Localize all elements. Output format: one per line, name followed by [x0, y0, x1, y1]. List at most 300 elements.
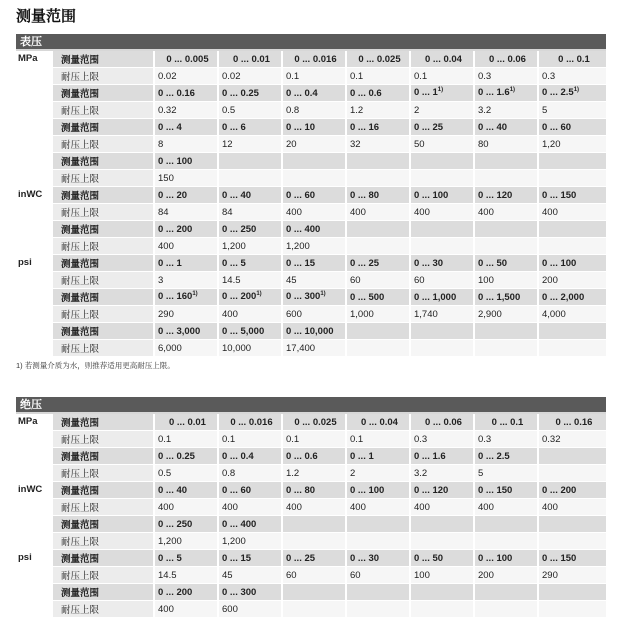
table-cell: [282, 465, 346, 482]
table-cell: [218, 136, 282, 153]
cell-value: 3: [158, 274, 164, 286]
table-cell: [154, 567, 218, 584]
table-cell: [154, 550, 218, 567]
cell-value: 0 ... 2,000: [542, 291, 585, 303]
table-cell: [410, 255, 474, 272]
cell-value: 0 ... 500: [350, 291, 385, 303]
range-label: 测量范围: [52, 584, 154, 601]
cell-value: 0 ... 10: [286, 121, 316, 133]
cell-value: 0.1: [158, 433, 172, 445]
table-cell: [538, 567, 606, 584]
table-cell: [410, 187, 474, 204]
cell-value: 0 ... 0.1: [558, 53, 590, 65]
table-cell: [410, 550, 474, 567]
cell-value: 60: [350, 274, 361, 286]
cell-value: 600: [286, 308, 302, 320]
max-pressure-row: [16, 465, 606, 482]
cell-value: 0 ... 400: [222, 518, 257, 530]
range-label: 测量范围: [52, 85, 154, 102]
cell-value: 5: [542, 104, 548, 116]
table-cell: [410, 414, 474, 431]
table-cell: [538, 221, 606, 238]
cell-value: 4,000: [542, 308, 566, 320]
cell-value: 0 ... 1.6: [478, 87, 510, 99]
cell-value: 0 ... 120: [478, 189, 513, 201]
table-cell: [538, 306, 606, 323]
table-cell: [538, 340, 606, 357]
table-cell: [218, 238, 282, 255]
table-cell: [538, 584, 606, 601]
table-cell: [474, 289, 538, 306]
table-cell: [218, 119, 282, 136]
cell-value: 45: [286, 274, 297, 286]
table-cell: [282, 289, 346, 306]
range-label: 测量范围: [52, 255, 154, 272]
cell-value: 0 ... 25: [414, 121, 444, 133]
range-row: [16, 187, 606, 204]
cell-value: 0 ... 0.4: [222, 450, 254, 462]
cell-value: 0 ... 16: [350, 121, 380, 133]
cell-value: 0.8: [222, 467, 236, 479]
absolute-pressure-section: [16, 397, 606, 618]
cell-value: 1.2: [286, 467, 300, 479]
table-cell: [282, 340, 346, 357]
cell-value: 1,200: [222, 240, 246, 252]
table-cell: [410, 170, 474, 187]
table-cell: [474, 85, 538, 102]
table-cell: [538, 204, 606, 221]
table-cell: [538, 238, 606, 255]
table-cell: [538, 431, 606, 448]
table-cell: [218, 499, 282, 516]
table-cell: [538, 323, 606, 340]
max-pressure-label: 耐压上限: [52, 204, 154, 221]
cell-value: 0 ... 200: [222, 291, 257, 303]
table-cell: [474, 414, 538, 431]
table-cell: [282, 238, 346, 255]
cell-value: 1,740: [414, 308, 438, 320]
table-cell: [474, 567, 538, 584]
table-cell: [538, 85, 606, 102]
table-cell: [154, 533, 218, 550]
cell-value: 2,900: [478, 308, 502, 320]
cell-value: 0 ... 1,000: [414, 291, 457, 303]
table-cell: [154, 482, 218, 499]
unit-label: inWC: [16, 482, 52, 550]
range-row: [16, 119, 606, 136]
cell-value: 60: [414, 274, 425, 286]
cell-value: 0 ... 0.04: [361, 416, 398, 428]
range-label: 测量范围: [52, 119, 154, 136]
cell-value: 0.3: [542, 70, 556, 82]
cell-value: 0.8: [286, 104, 300, 116]
cell-value: 0 ... 25: [286, 552, 316, 564]
max-pressure-row: [16, 204, 606, 221]
cell-value: 12: [222, 138, 233, 150]
max-pressure-row: [16, 340, 606, 357]
cell-value: 14.5: [158, 569, 177, 581]
cell-value: 0.1: [286, 70, 300, 82]
table-cell: [410, 533, 474, 550]
max-pressure-row: [16, 431, 606, 448]
table-cell: [154, 340, 218, 357]
table-cell: [538, 136, 606, 153]
range-label: 测量范围: [52, 448, 154, 465]
cell-value: 400: [158, 603, 174, 615]
range-row: [16, 482, 606, 499]
cell-value: 1,20: [542, 138, 561, 150]
cell-value: 0 ... 120: [414, 484, 449, 496]
table-cell: [218, 306, 282, 323]
max-pressure-label: 耐压上限: [52, 567, 154, 584]
cell-value: 0 ... 80: [286, 484, 316, 496]
range-row: [16, 221, 606, 238]
table-cell: [474, 221, 538, 238]
max-pressure-label: 耐压上限: [52, 340, 154, 357]
cell-value: 0 ... 0.025: [294, 416, 337, 428]
cell-value: 0 ... 80: [350, 189, 380, 201]
table-cell: [474, 272, 538, 289]
cell-value: 0 ... 0.25: [158, 450, 195, 462]
table-cell: [218, 323, 282, 340]
max-pressure-row: [16, 306, 606, 323]
cell-value: 400: [350, 206, 366, 218]
table-cell: [538, 170, 606, 187]
table-cell: [474, 68, 538, 85]
table-cell: [282, 323, 346, 340]
cell-value: 0.3: [478, 433, 492, 445]
max-pressure-label: 耐压上限: [52, 499, 154, 516]
table-cell: [218, 153, 282, 170]
cell-value: 0 ... 5: [158, 552, 182, 564]
range-row: [16, 289, 606, 306]
table-cell: [282, 601, 346, 618]
range-label: 测量范围: [52, 482, 154, 499]
cell-value: 0 ... 160: [158, 291, 193, 303]
table-cell: [282, 136, 346, 153]
cell-value: 200: [478, 569, 494, 581]
table-cell: [538, 119, 606, 136]
max-pressure-row: [16, 533, 606, 550]
range-label: 测量范围: [52, 323, 154, 340]
table-cell: [218, 414, 282, 431]
cell-value: 0 ... 1: [158, 257, 182, 269]
table-cell: [346, 567, 410, 584]
table-cell: [154, 431, 218, 448]
table-cell: [346, 153, 410, 170]
cell-value: 0.1: [350, 433, 364, 445]
table-cell: [282, 306, 346, 323]
cell-value: 0 ... 5: [222, 257, 246, 269]
cell-value: 400: [286, 206, 302, 218]
table-cell: [346, 238, 410, 255]
unit-label: inWC: [16, 187, 52, 255]
table-cell: [410, 516, 474, 533]
table-cell: [154, 170, 218, 187]
table-cell: [538, 465, 606, 482]
table-cell: [218, 187, 282, 204]
table-cell: [410, 153, 474, 170]
table-cell: [346, 323, 410, 340]
gauge-pressure-table: [16, 51, 606, 357]
section-header: 表压: [16, 34, 606, 49]
table-cell: [410, 51, 474, 68]
range-label: 测量范围: [52, 51, 154, 68]
cell-value: 0 ... 1.6: [414, 450, 446, 462]
range-label: 测量范围: [52, 550, 154, 567]
table-cell: [346, 204, 410, 221]
range-label: 测量范围: [52, 289, 154, 306]
table-cell: [218, 533, 282, 550]
range-row: [16, 584, 606, 601]
table-cell: [346, 187, 410, 204]
table-cell: [410, 238, 474, 255]
table-cell: [410, 482, 474, 499]
unit-label: MPa: [16, 51, 52, 187]
table-cell: [282, 482, 346, 499]
max-pressure-label: 耐压上限: [52, 601, 154, 618]
table-cell: [474, 601, 538, 618]
table-cell: [410, 465, 474, 482]
max-pressure-row: [16, 136, 606, 153]
table-cell: [282, 68, 346, 85]
max-pressure-row: [16, 499, 606, 516]
unit-label: psi: [16, 550, 52, 618]
cell-value: 600: [222, 603, 238, 615]
table-cell: [154, 448, 218, 465]
table-cell: [218, 85, 282, 102]
table-cell: [474, 323, 538, 340]
table-cell: [346, 102, 410, 119]
cell-value: 0 ... 50: [478, 257, 508, 269]
table-cell: [410, 306, 474, 323]
table-cell: [154, 306, 218, 323]
cell-value: 0.3: [414, 433, 428, 445]
cell-value: 100: [414, 569, 430, 581]
gauge-pressure-section: [16, 34, 606, 371]
table-cell: [538, 550, 606, 567]
table-cell: [410, 584, 474, 601]
range-row: [16, 550, 606, 567]
table-cell: [538, 51, 606, 68]
cell-value: 0 ... 100: [414, 189, 449, 201]
table-cell: [346, 448, 410, 465]
max-pressure-row: [16, 567, 606, 584]
table-cell: [410, 567, 474, 584]
cell-value: 0 ... 60: [542, 121, 572, 133]
cell-value: 3.2: [414, 467, 428, 479]
table-cell: [410, 119, 474, 136]
range-row: [16, 85, 606, 102]
table-cell: [538, 102, 606, 119]
table-cell: [538, 601, 606, 618]
table-cell: [474, 119, 538, 136]
table-cell: [154, 187, 218, 204]
table-cell: [346, 550, 410, 567]
table-cell: [154, 289, 218, 306]
cell-value: 5: [478, 467, 484, 479]
table-cell: [474, 255, 538, 272]
table-cell: [282, 51, 346, 68]
max-pressure-label: 耐压上限: [52, 136, 154, 153]
table-cell: [282, 170, 346, 187]
table-cell: [282, 414, 346, 431]
range-row: [16, 255, 606, 272]
footnote-marker: 1): [320, 291, 326, 298]
cell-value: 0 ... 60: [286, 189, 316, 201]
table-cell: [154, 85, 218, 102]
cell-value: 400: [478, 206, 494, 218]
max-pressure-row: [16, 238, 606, 255]
range-row: [16, 51, 606, 68]
cell-value: 20: [286, 138, 297, 150]
table-cell: [218, 601, 282, 618]
cell-value: 84: [222, 206, 233, 218]
table-cell: [154, 601, 218, 618]
footnote-marker: 1): [437, 87, 444, 94]
cell-value: 0 ... 10,000: [286, 325, 334, 337]
cell-value: 0.3: [478, 70, 492, 82]
table-cell: [154, 323, 218, 340]
table-cell: [282, 567, 346, 584]
cell-value: 0 ... 40: [222, 189, 252, 201]
cell-value: 0 ... 50: [414, 552, 444, 564]
table-cell: [474, 533, 538, 550]
absolute-pressure-table: [16, 414, 606, 618]
table-cell: [282, 221, 346, 238]
cell-value: 0 ... 2.5: [478, 450, 510, 462]
table-cell: [474, 51, 538, 68]
table-cell: [218, 272, 282, 289]
cell-value: 400: [414, 206, 430, 218]
cell-value: 0 ... 30: [350, 552, 380, 564]
cell-value: 17,400: [286, 342, 316, 354]
cell-value: 84: [158, 206, 169, 218]
cell-value: 0 ... 30: [414, 257, 444, 269]
cell-value: 0 ... 100: [478, 552, 513, 564]
table-cell: [346, 414, 410, 431]
table-cell: [218, 550, 282, 567]
table-cell: [410, 102, 474, 119]
table-cell: [154, 102, 218, 119]
max-pressure-row: [16, 170, 606, 187]
max-pressure-row: [16, 102, 606, 119]
cell-value: 0 ... 3,000: [158, 325, 201, 337]
table-cell: [154, 584, 218, 601]
table-cell: [538, 448, 606, 465]
table-cell: [282, 448, 346, 465]
table-cell: [218, 51, 282, 68]
table-cell: [538, 533, 606, 550]
cell-value: 0 ... 1: [350, 450, 374, 462]
table-cell: [282, 499, 346, 516]
cell-value: 0 ... 200: [158, 586, 193, 598]
cell-value: 60: [286, 569, 297, 581]
unit-label: psi: [16, 255, 52, 357]
table-cell: [410, 601, 474, 618]
table-cell: [218, 431, 282, 448]
table-cell: [346, 119, 410, 136]
table-cell: [282, 187, 346, 204]
table-cell: [346, 340, 410, 357]
table-cell: [346, 431, 410, 448]
cell-value: 0 ... 0.01: [169, 416, 206, 428]
cell-value: 0 ... 0.005: [166, 53, 209, 65]
cell-value: 0 ... 0.06: [425, 416, 462, 428]
range-row: [16, 414, 606, 431]
max-pressure-label: 耐压上限: [52, 170, 154, 187]
table-cell: [282, 119, 346, 136]
max-pressure-label: 耐压上限: [52, 306, 154, 323]
table-cell: [474, 516, 538, 533]
cell-value: 1,000: [350, 308, 374, 320]
cell-value: 0 ... 0.16: [158, 87, 195, 99]
cell-value: 0 ... 200: [542, 484, 577, 496]
cell-value: 80: [478, 138, 489, 150]
table-cell: [282, 431, 346, 448]
cell-value: 0 ... 0.16: [555, 416, 593, 428]
cell-value: 32: [350, 138, 361, 150]
table-cell: [410, 289, 474, 306]
table-cell: [218, 170, 282, 187]
cell-value: 0 ... 6: [222, 121, 246, 133]
unit-label: MPa: [16, 414, 52, 482]
table-cell: [282, 153, 346, 170]
table-cell: [282, 85, 346, 102]
cell-value: 0 ... 400: [286, 223, 321, 235]
table-cell: [282, 533, 346, 550]
table-cell: [282, 204, 346, 221]
table-cell: [538, 516, 606, 533]
table-cell: [538, 499, 606, 516]
table-cell: [218, 567, 282, 584]
table-cell: [474, 153, 538, 170]
cell-value: 0.32: [158, 104, 177, 116]
cell-value: 400: [542, 206, 558, 218]
cell-value: 1,200: [222, 535, 246, 547]
table-cell: [474, 431, 538, 448]
cell-value: 0 ... 300: [222, 586, 257, 598]
cell-value: 0 ... 0.04: [425, 53, 462, 65]
cell-value: 290: [158, 308, 174, 320]
max-pressure-label: 耐压上限: [52, 431, 154, 448]
cell-value: 400: [414, 501, 430, 513]
table-cell: [474, 170, 538, 187]
cell-value: 0 ... 1: [414, 87, 438, 99]
cell-value: 0.02: [158, 70, 177, 82]
max-pressure-label: 耐压上限: [52, 102, 154, 119]
table-cell: [346, 482, 410, 499]
cell-value: 0 ... 25: [350, 257, 380, 269]
table-cell: [346, 221, 410, 238]
table-cell: [154, 119, 218, 136]
cell-value: 0 ... 0.01: [233, 53, 270, 65]
cell-value: 0 ... 100: [542, 257, 577, 269]
cell-value: 0 ... 5,000: [222, 325, 265, 337]
table-cell: [538, 153, 606, 170]
cell-value: 0 ... 0.6: [286, 450, 318, 462]
table-cell: [538, 187, 606, 204]
table-cell: [410, 221, 474, 238]
range-label: 测量范围: [52, 414, 154, 431]
max-pressure-label: 耐压上限: [52, 238, 154, 255]
table-cell: [410, 204, 474, 221]
table-cell: [218, 448, 282, 465]
cell-value: 0 ... 15: [286, 257, 316, 269]
table-cell: [346, 68, 410, 85]
cell-value: 400: [286, 501, 302, 513]
range-row: [16, 516, 606, 533]
